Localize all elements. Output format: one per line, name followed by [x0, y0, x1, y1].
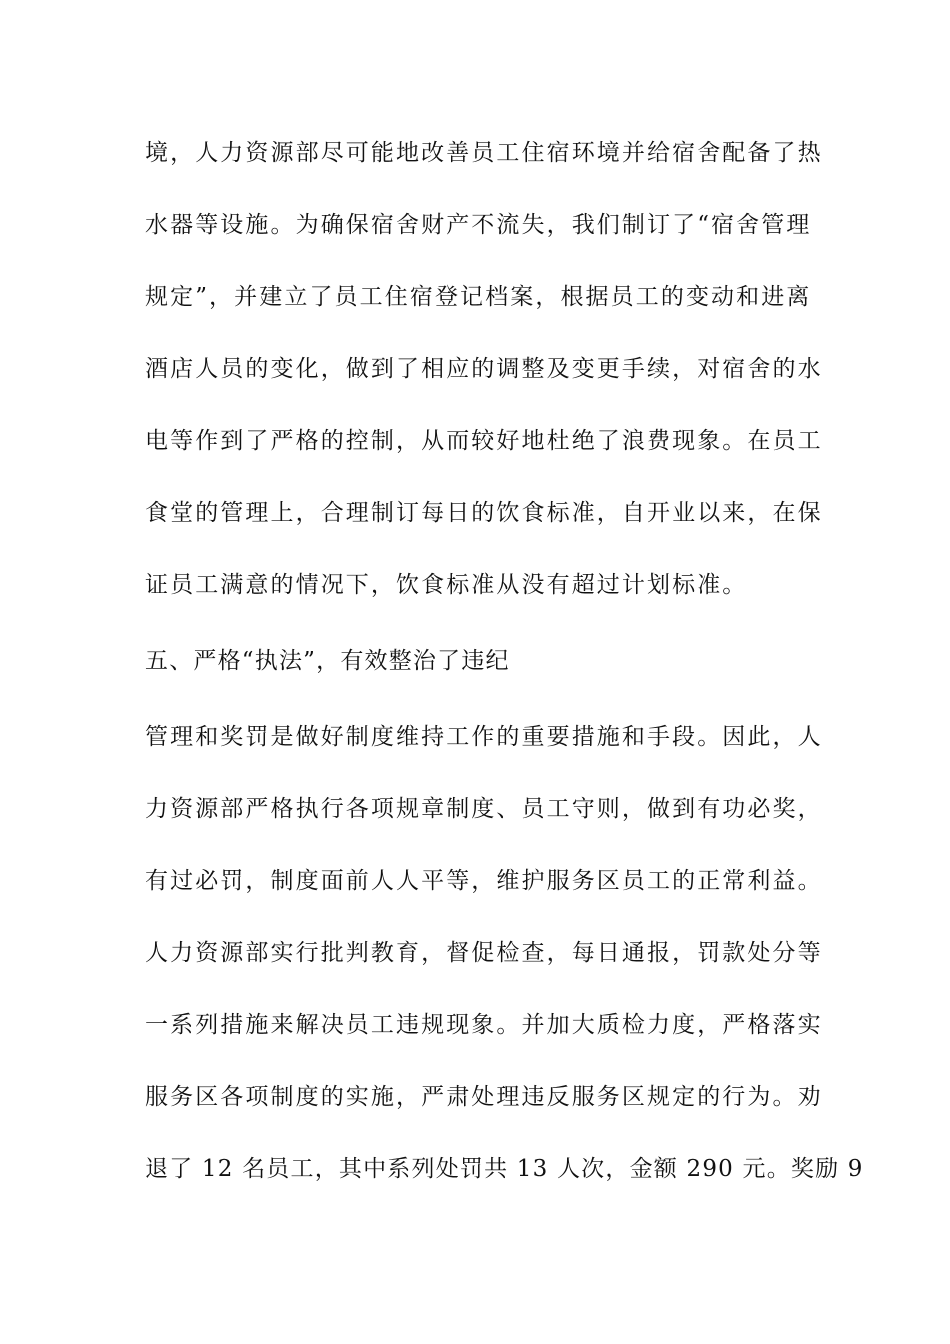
paragraph-line: 管理和奖罚是做好制度维持工作的重要措施和手段。因此，人 — [145, 724, 823, 750]
paragraph-line: 有过必罚，制度面前人人平等，维护服务区员工的正常利益。 — [145, 868, 823, 894]
paragraph-line: 食堂的管理上，合理制订每日的饮食标准，自开业以来，在保 — [145, 500, 823, 526]
paragraph-line: 证员工满意的情况下，饮食标准从没有超过计划标准。 — [145, 572, 748, 598]
paragraph-line: 境，人力资源部尽可能地改善员工住宿环境并给宿舍配备了热 — [145, 140, 823, 166]
paragraph-line: 力资源部严格执行各项规章制度、员工守则，做到有功必奖， — [145, 796, 823, 822]
paragraph-line: 电等作到了严格的控制，从而较好地杜绝了浪费现象。在员工 — [145, 428, 823, 454]
paragraph-line: 酒店人员的变化，做到了相应的调整及变更手续，对宿舍的水 — [145, 356, 823, 382]
paragraph-line: 一系列措施来解决员工违规现象。并加大质检力度，严格落实 — [145, 1012, 823, 1038]
section-heading: 五、严格“执法”，有效整治了违纪 — [145, 648, 510, 674]
paragraph-line: 人力资源部实行批判教育，督促检查，每日通报，罚款处分等 — [145, 940, 823, 966]
paragraph-line: 水器等设施。为确保宿舍财产不流失，我们制订了“宿舍管理 — [145, 212, 812, 238]
paragraph-line: 规定”，并建立了员工住宿登记档案，根据员工的变动和进离 — [145, 284, 812, 310]
paragraph-line: 退了 12 名员工，其中系列处罚共 13 人次，金额 290 元。奖励 9 — [145, 1156, 864, 1182]
paragraph-line: 服务区各项制度的实施，严肃处理违反服务区规定的行为。劝 — [145, 1084, 823, 1110]
